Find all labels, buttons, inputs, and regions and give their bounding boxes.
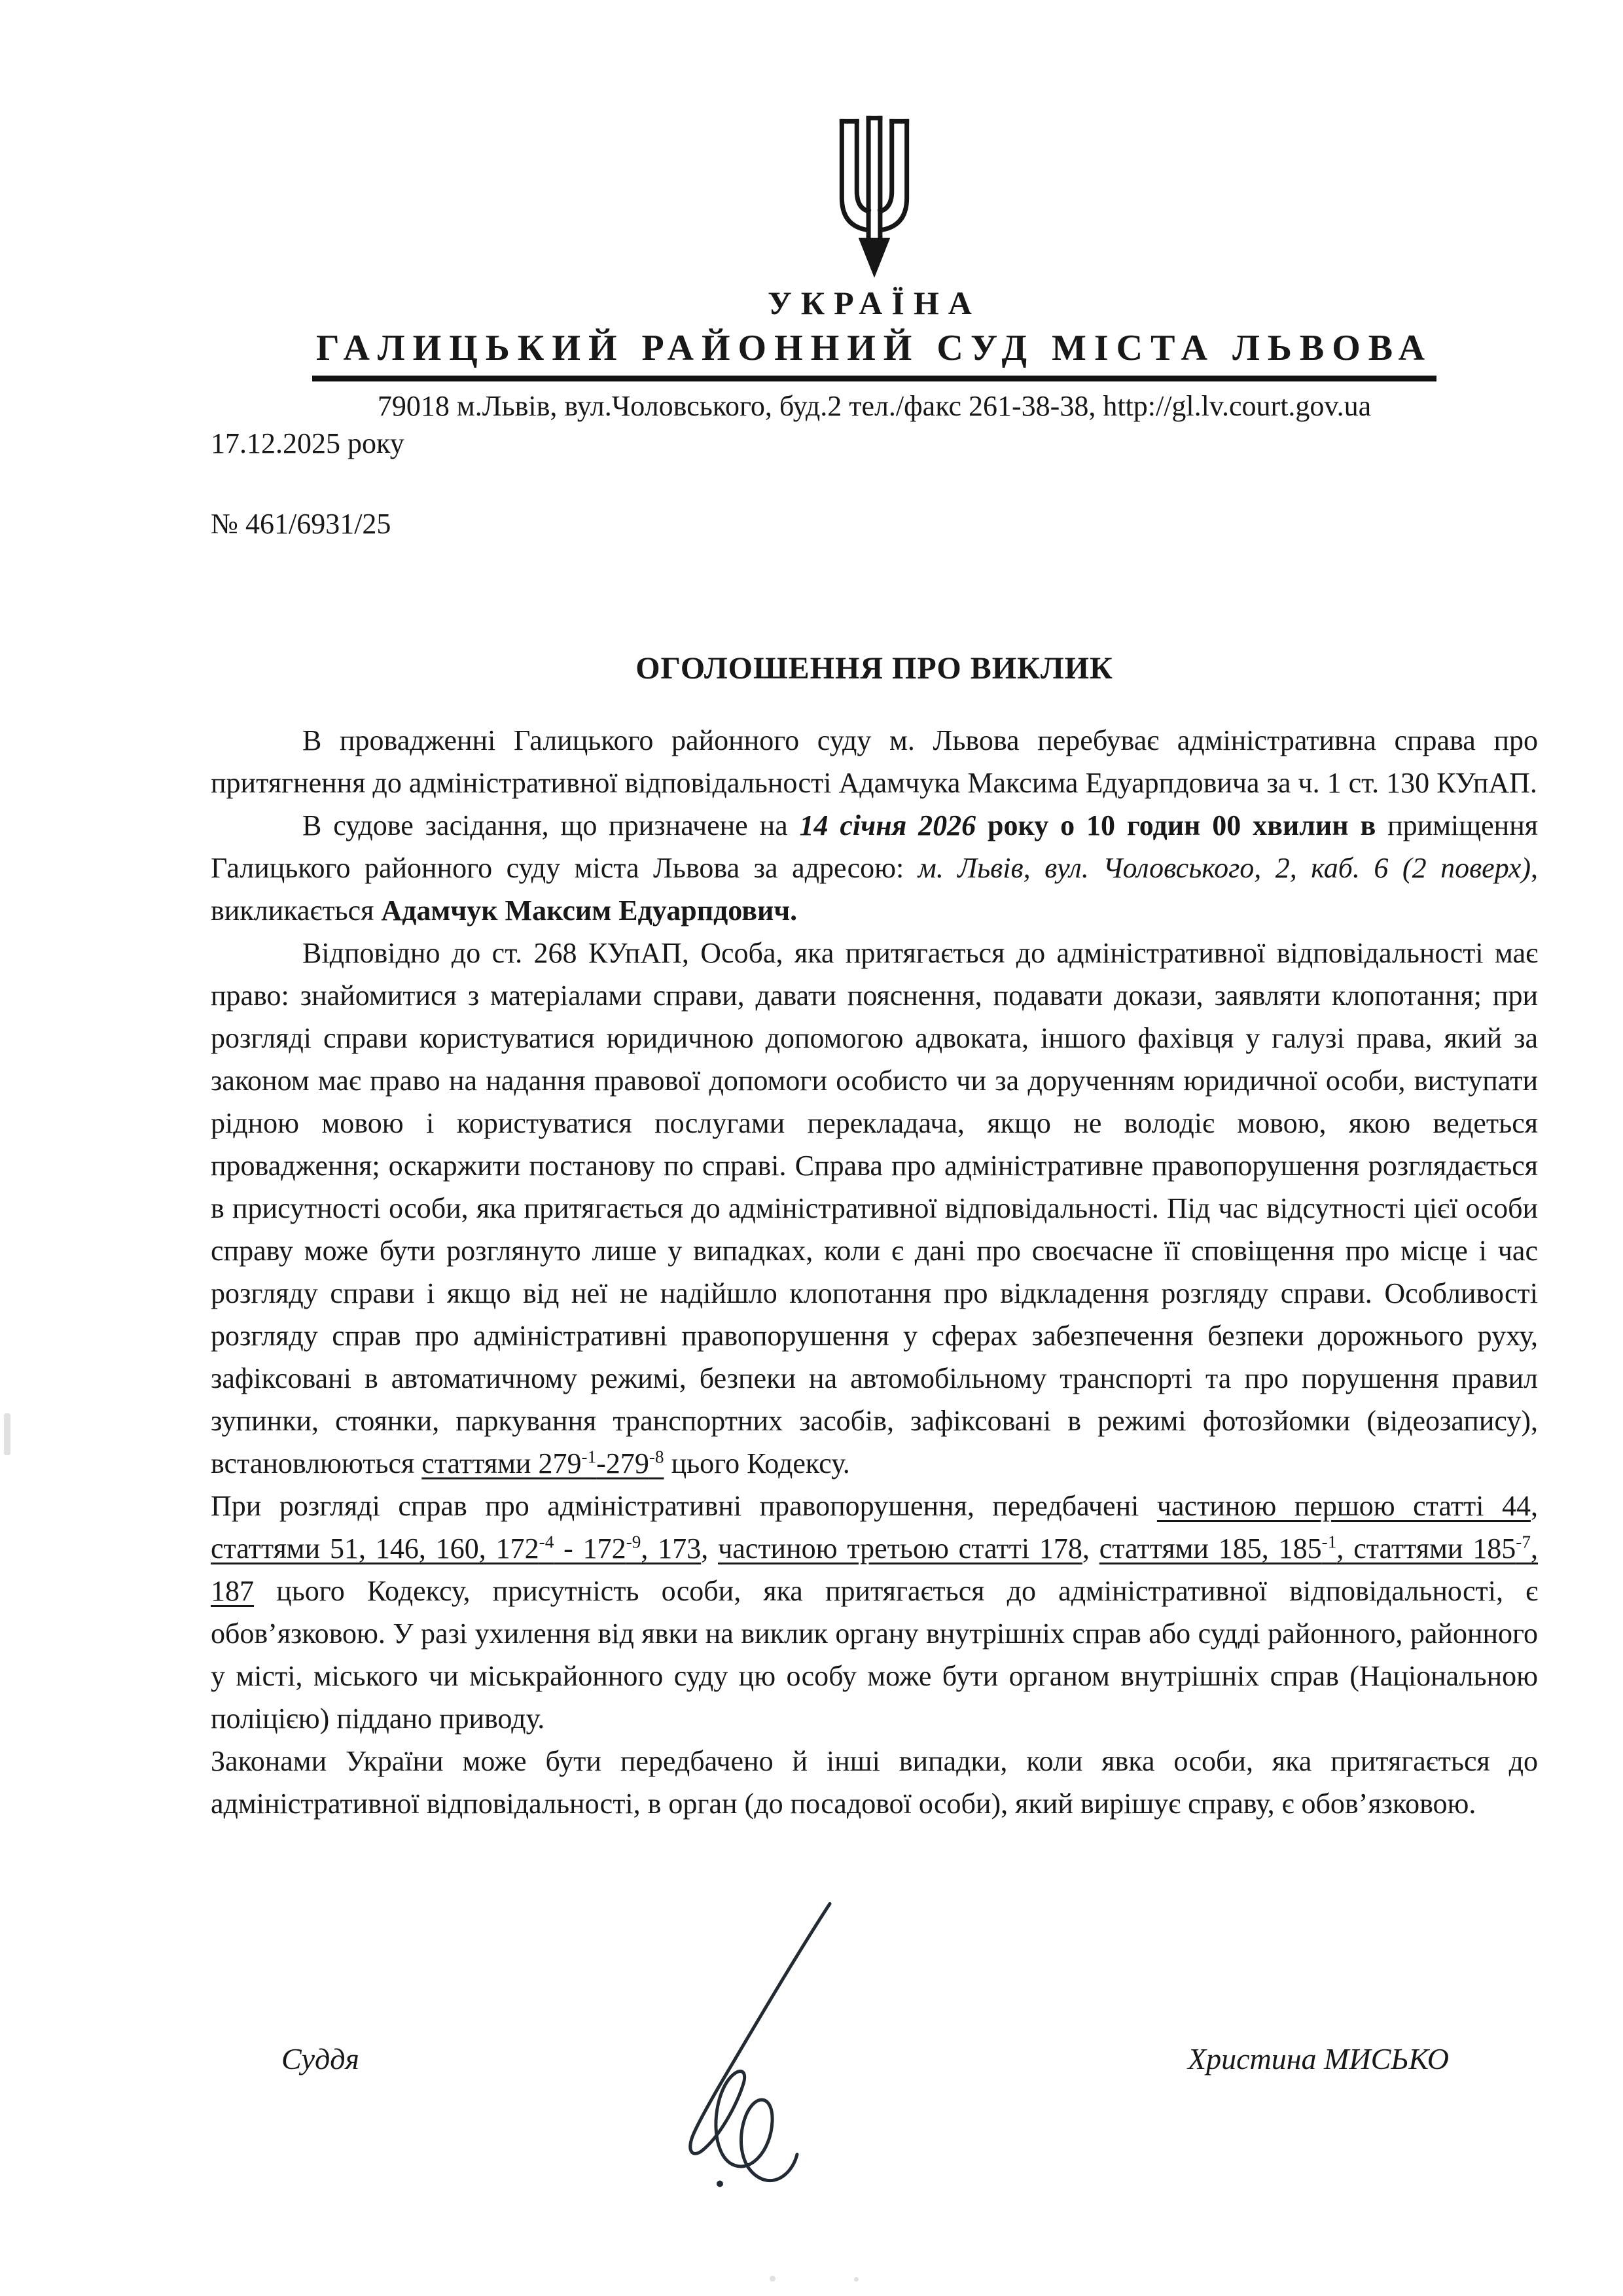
text-run: , (1531, 1490, 1538, 1522)
court-address-line: 79018 м.Львів, вул.Чоловського, буд.2 тел./факс 261-38-38, http://gl.lv.court.gov.ua (377, 390, 1372, 422)
text-run: В судове засідання, що призначене на (302, 809, 800, 841)
underlined-statute-reference (718, 1532, 1082, 1564)
text-run: , 187 (211, 1532, 1539, 1607)
text-run: частиною третьою статті 178 (718, 1532, 1082, 1564)
judge-signature-scribble (622, 1894, 847, 2195)
paragraph (211, 1485, 1538, 1740)
text-run: 14 січня 2026 (799, 809, 976, 841)
scan-artifact (4, 1413, 10, 1455)
underlined-statute-reference (421, 1447, 664, 1479)
paragraph (211, 719, 1538, 804)
text-run: цього Кодексу, присутність особи, яка притягається до адміністративної відповідальності, є обов’язковою. У разі ухилення від явки на виклик органу внутрішніх справ або судді районного, районного у місті, міського чи міськрайонного суду цю особу може бути органом внутрішніх справ (Національною поліцією) піддано приводу. (211, 1575, 1538, 1735)
paragraph (211, 1740, 1538, 1825)
text-run: Законами України може бути передбачено й інші випадки, коли явка особи, яка притягається до адміністративної відповідальності, в орган (до посадової особи), який вирішує справу, є обов’язковою. (211, 1745, 1538, 1820)
paragraph (211, 932, 1538, 1485)
paragraph (211, 804, 1538, 932)
document-content (211, 115, 1538, 1825)
text-run: -7 (1516, 1532, 1531, 1552)
country-name: УКРАЇНА (768, 285, 981, 321)
text-run: , викликається (211, 852, 1539, 927)
text-run: року о 10 годин 00 хвилин в (976, 809, 1376, 841)
case-number: № 461/6931/25 (211, 508, 391, 540)
text-run: приміщення Галицького районного суду міста Львова за адресою: (211, 809, 1539, 884)
underlined-statute-reference (211, 1532, 701, 1564)
text-run: , (1082, 1532, 1099, 1564)
judge-label: Суддя (281, 2042, 359, 2075)
judge-name: Христина МИСЬКО (1188, 2042, 1450, 2075)
text-run: статтями 51, 146, 160, 172 (211, 1532, 539, 1564)
text-run: -1 (581, 1447, 597, 1467)
text-run: -8 (649, 1447, 664, 1467)
text-run: - 172 (554, 1532, 626, 1564)
document-date: 17.12.2025 року (211, 427, 404, 459)
text-run: частиною першою статті 44 (1156, 1490, 1531, 1522)
text-run: , (701, 1532, 719, 1564)
text-run: статтями 185, 185 (1099, 1532, 1322, 1564)
text-run: , статтями 185 (1336, 1532, 1516, 1564)
text-run: При розгляді справ про адміністративні правопорушення, передбачені (211, 1490, 1157, 1522)
text-run: -279 (596, 1447, 649, 1479)
underlined-statute-reference (1157, 1490, 1531, 1522)
court-name: ГАЛИЦЬКИЙ РАЙОННИЙ СУД МІСТА ЛЬВОВА (312, 327, 1436, 381)
text-run: -4 (539, 1532, 554, 1552)
court-name-row (211, 327, 1538, 381)
trident-emblem-icon (829, 115, 920, 281)
document-body (211, 719, 1538, 1825)
document-title: ОГОЛОШЕННЯ ПРО ВИКЛИК (635, 651, 1113, 686)
text-run: м. Львів, вул. Чоловського, 2, каб. 6 (2 поверх) (918, 852, 1531, 884)
text-run: -9 (626, 1532, 641, 1552)
text-run: , 173 (641, 1532, 702, 1564)
text-run: -1 (1321, 1532, 1337, 1552)
scan-artifact (770, 2276, 776, 2282)
scan-artifact (854, 2277, 859, 2282)
text-run: Адамчук Максим Едуарпдович. (381, 894, 798, 927)
text-run: Відповідно до ст. 268 КУпАП, Особа, яка притягається до адміністративної відповідальності має право: знайомитися з матеріалами справи, давати пояснення, подавати докази, заявляти клопотання; при розгляді справи користуватися юридичною допомогою адвоката, іншого фахівця у галузі права, який за законом має право на надання правової допомоги особисто чи за дорученням юридичної особи, виступати рідною мовою і користуватися послугами перекладача, якщо не володіє мовою, якою ведеться провадження; оскаржити постанову по справі. Справа про адміністративне правопорушення розглядається в присутності особи, яка притягається до адміністративної відповідальності. Під час відсутності цієї особи справу може бути розглянуто лише у випадках, коли є дані про своєчасне її сповіщення про місце і час розгляду справи і якщо від неї не надійшло клопотання про відкладення розгляду справи. Особливості розгляду справ про адміністративні правопорушення у сферах забезпечення безпеки дорожнього руху, зафіксовані в автоматичному режимі, безпеки на автомобільному транспорті та про порушення правил зупинки, стоянки, паркування транспортних засобів, зафіксовані в режимі фотозйомки (відеозапису), встановлюються (211, 937, 1538, 1479)
text-run: В провадженні Галицького районного суду м. Львова перебуває адміністративна справа про притягнення до адміністративної відповідальності Адамчука Максима Едуарпдовича за ч. 1 ст. 130 КУпАП. (211, 724, 1538, 799)
text-run: цього Кодексу. (664, 1447, 850, 1479)
text-run: статтями 279 (421, 1447, 582, 1479)
